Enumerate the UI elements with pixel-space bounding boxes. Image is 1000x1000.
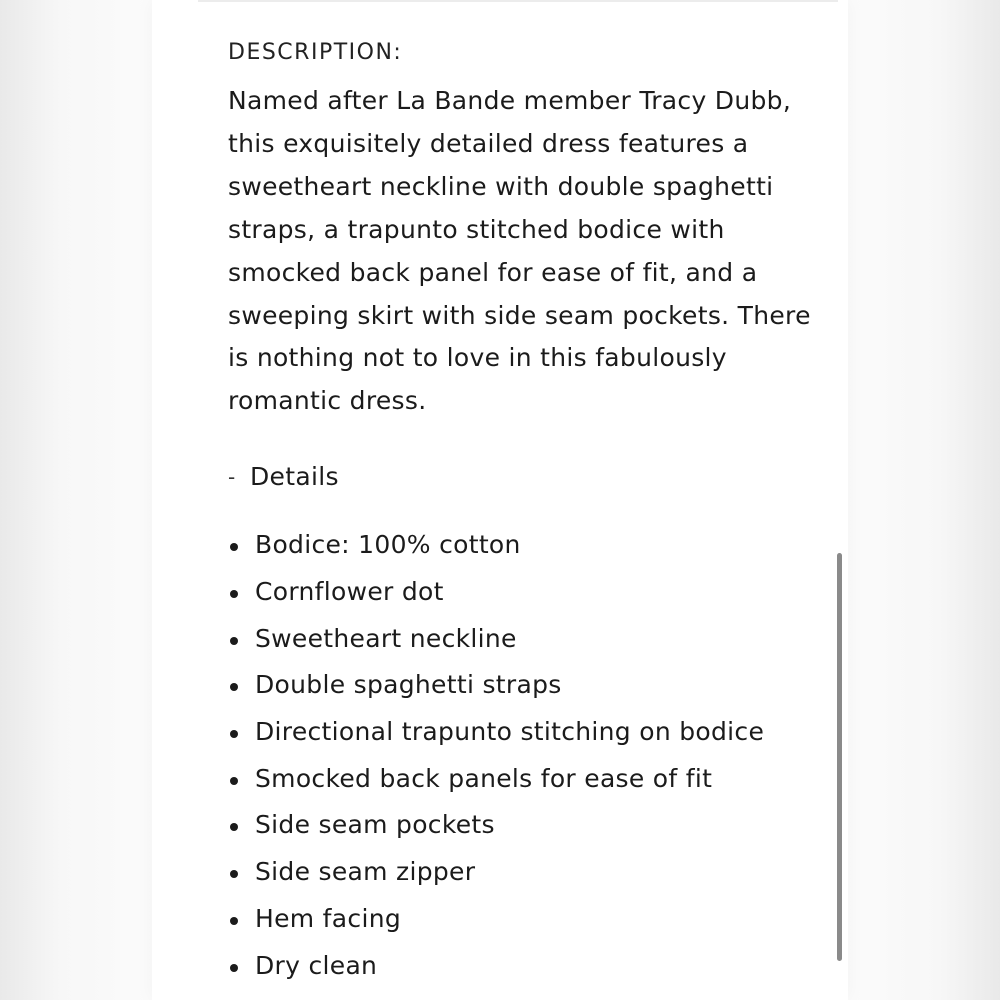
scrollbar-thumb[interactable]	[837, 553, 842, 961]
description-heading: DESCRIPTION:	[228, 40, 403, 65]
list-item: Dry clean	[228, 943, 828, 990]
list-item: Side seam pockets	[228, 802, 828, 849]
details-list	[228, 522, 828, 989]
list-item: Hem facing	[228, 896, 828, 943]
details-toggle[interactable]	[228, 457, 828, 497]
list-item: Directional trapunto stitching on bodice	[228, 709, 828, 756]
list-item: Cornflower dot	[228, 569, 828, 616]
panel-top-edge	[198, 0, 838, 2]
list-item: Smocked back panels for ease of fit	[228, 756, 828, 803]
list-item: Double spaghetti straps	[228, 662, 828, 709]
list-item: Bodice: 100% cotton	[228, 522, 828, 569]
list-item: Side seam zipper	[228, 849, 828, 896]
list-item: Sweetheart neckline	[228, 616, 828, 663]
collapse-dash-icon: -	[228, 465, 236, 490]
details-label: Details	[250, 462, 339, 492]
product-description	[228, 36, 828, 989]
description-body: Named after La Bande member Tracy Dubb, this exquisitely detailed dress features a sweetheart neckline with double spaghetti straps, a trapunto stitched bodice with smocked back panel for ease of fit, and a sweeping skirt with side seam pockets. There is nothing not to love in this fabulously romantic dress.	[228, 86, 811, 416]
